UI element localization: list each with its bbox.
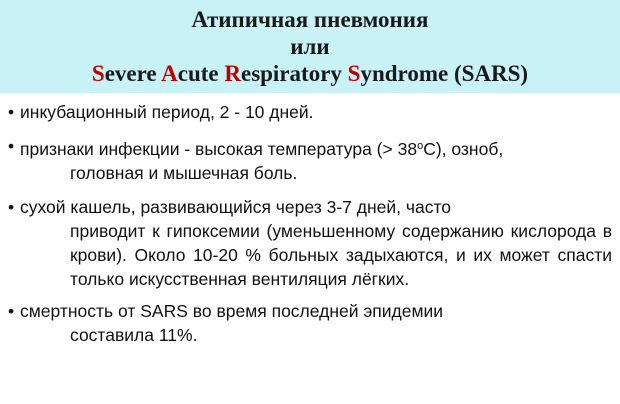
- bullet-dot: •: [8, 136, 15, 156]
- bullet-item: [8, 195, 612, 291]
- title-letter-r: R: [224, 61, 241, 86]
- bullet-text: смертность от SARS во время последней эпидемии: [20, 301, 444, 321]
- title-line-2: или: [290, 34, 330, 59]
- degree-sign: o: [417, 140, 424, 152]
- title-word-evere: evere: [104, 61, 162, 86]
- title-letter-s2: S: [347, 61, 361, 86]
- bullet-item: [8, 299, 612, 347]
- title-line-1: Атипичная пневмония: [191, 7, 429, 32]
- bullet-text: инкубационный период, 2 - 10 дней.: [20, 102, 314, 122]
- bullet-text: [20, 134, 612, 161]
- title-line-3: [0, 60, 620, 87]
- bullet-item: [8, 134, 612, 185]
- bullet-continuation: приводит к гипоксемии (уменьшенному содержанию кислорода в крови). Около 10-20 % больных задыхаются, и их может спасти только искусственная вентиляция лёгких.: [70, 221, 612, 289]
- title-letter-a: A: [161, 61, 178, 86]
- bullet-text-part: признаки инфекции - высокая температура (> 38: [20, 139, 418, 159]
- bullet-dot: •: [8, 197, 15, 217]
- bullet-continuation: головная и мышечная боль.: [70, 163, 298, 183]
- title-word-yndrome: yndrome (SARS): [360, 61, 529, 86]
- bullet-dot: •: [8, 301, 15, 321]
- title-word-cute: cute: [177, 61, 225, 86]
- title-banner: [0, 0, 620, 93]
- bullet-dot: •: [8, 102, 15, 122]
- bullet-list: [8, 100, 612, 356]
- bullet-item: [8, 100, 612, 124]
- bullet-text-part: C), озноб,: [423, 139, 504, 159]
- title-letter-s: S: [91, 61, 105, 86]
- title-word-espiratory: espiratory: [240, 61, 348, 86]
- bullet-text: сухой кашель, развивающийся через 3-7 дней, часто: [20, 197, 452, 217]
- bullet-continuation: составила 11%.: [70, 325, 198, 345]
